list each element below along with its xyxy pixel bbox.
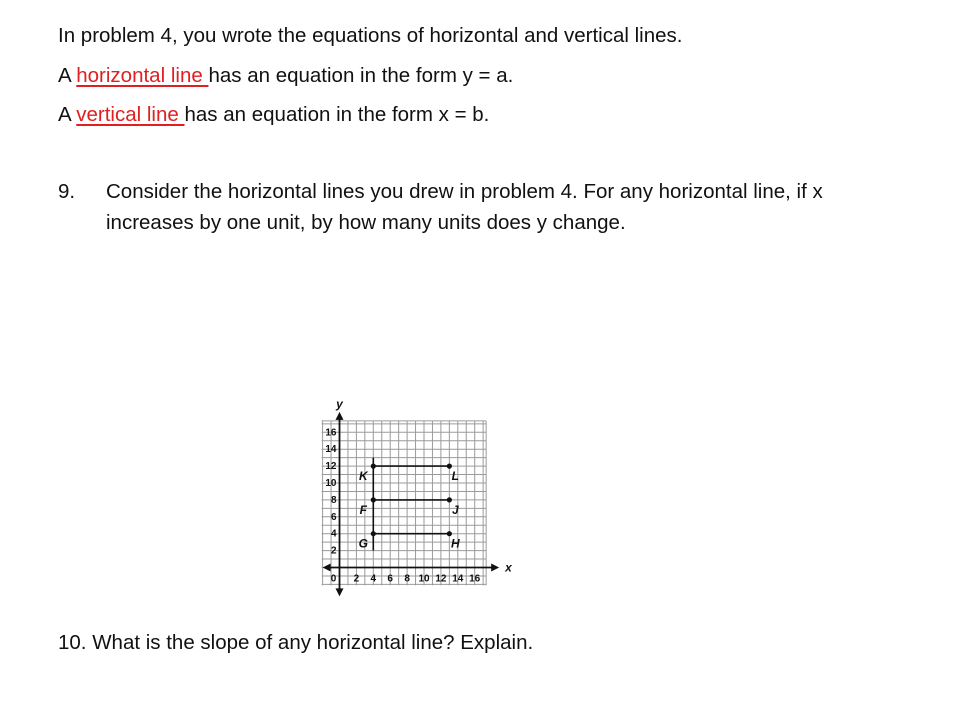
y-tick-label: 4 <box>330 528 337 540</box>
y-axis-label: y <box>336 396 343 411</box>
point-L <box>447 464 452 469</box>
point-label-F: F <box>359 502 367 517</box>
grid-lines <box>322 421 487 586</box>
point-J <box>447 497 452 502</box>
x-axis-label: x <box>505 560 512 575</box>
y-axis-arrow-down <box>336 588 344 596</box>
x-axis-arrow-left <box>323 564 331 572</box>
question-9-text: Consider the horizontal lines you drew in problem 4. For any horizontal line, if x increases by one unit, by how many units does y change. <box>106 180 823 234</box>
x-tick-label: 10 <box>418 573 430 585</box>
y-axis-arrow-up <box>336 412 344 420</box>
x-tick-label: 2 <box>353 573 360 585</box>
point-label-K: K <box>358 469 368 484</box>
y-tick-label: 16 <box>325 427 337 439</box>
point-G <box>371 531 376 536</box>
point-label-L: L <box>451 469 460 484</box>
point-K <box>371 464 376 469</box>
point-H <box>447 531 452 536</box>
y-tick-label: 14 <box>325 444 337 456</box>
x-tick-label: 8 <box>404 573 410 585</box>
line3-suffix: has an equation in the form x = b. <box>184 103 490 126</box>
y-tick-label: 2 <box>330 545 337 557</box>
x-tick-label: 12 <box>435 573 447 585</box>
x-tick-label: 16 <box>469 573 481 585</box>
x-tick-label: 4 <box>370 573 377 585</box>
y-tick-label: 12 <box>325 461 337 473</box>
axes <box>323 412 500 597</box>
question-9-number: 9. <box>58 180 76 203</box>
x-tick-label: 14 <box>452 573 464 585</box>
term-vertical-line: vertical line <box>76 103 185 126</box>
y-tick-label: 6 <box>330 511 337 523</box>
line2-prefix: A <box>58 64 77 87</box>
intro-line-1: In problem 4, you wrote the equations of horizontal and vertical lines. <box>58 24 683 47</box>
y-tick-label: 8 <box>330 494 337 506</box>
origin-label: 0 <box>330 573 337 585</box>
point-label-G: G <box>358 536 368 551</box>
point-label-J: J <box>452 502 459 517</box>
point-label-H: H <box>451 536 460 551</box>
line2-suffix: has an equation in the form y = a. <box>208 64 514 87</box>
x-tick-label: 6 <box>387 573 393 585</box>
line-segments <box>373 458 449 551</box>
line3-prefix: A <box>58 103 77 126</box>
x-axis-arrow-right <box>491 564 499 572</box>
term-horizontal-line: horizontal line <box>76 64 209 87</box>
point-F <box>371 497 376 502</box>
question-10: 10. What is the slope of any horizontal line? Explain. <box>58 631 534 654</box>
y-tick-label: 10 <box>325 478 337 489</box>
